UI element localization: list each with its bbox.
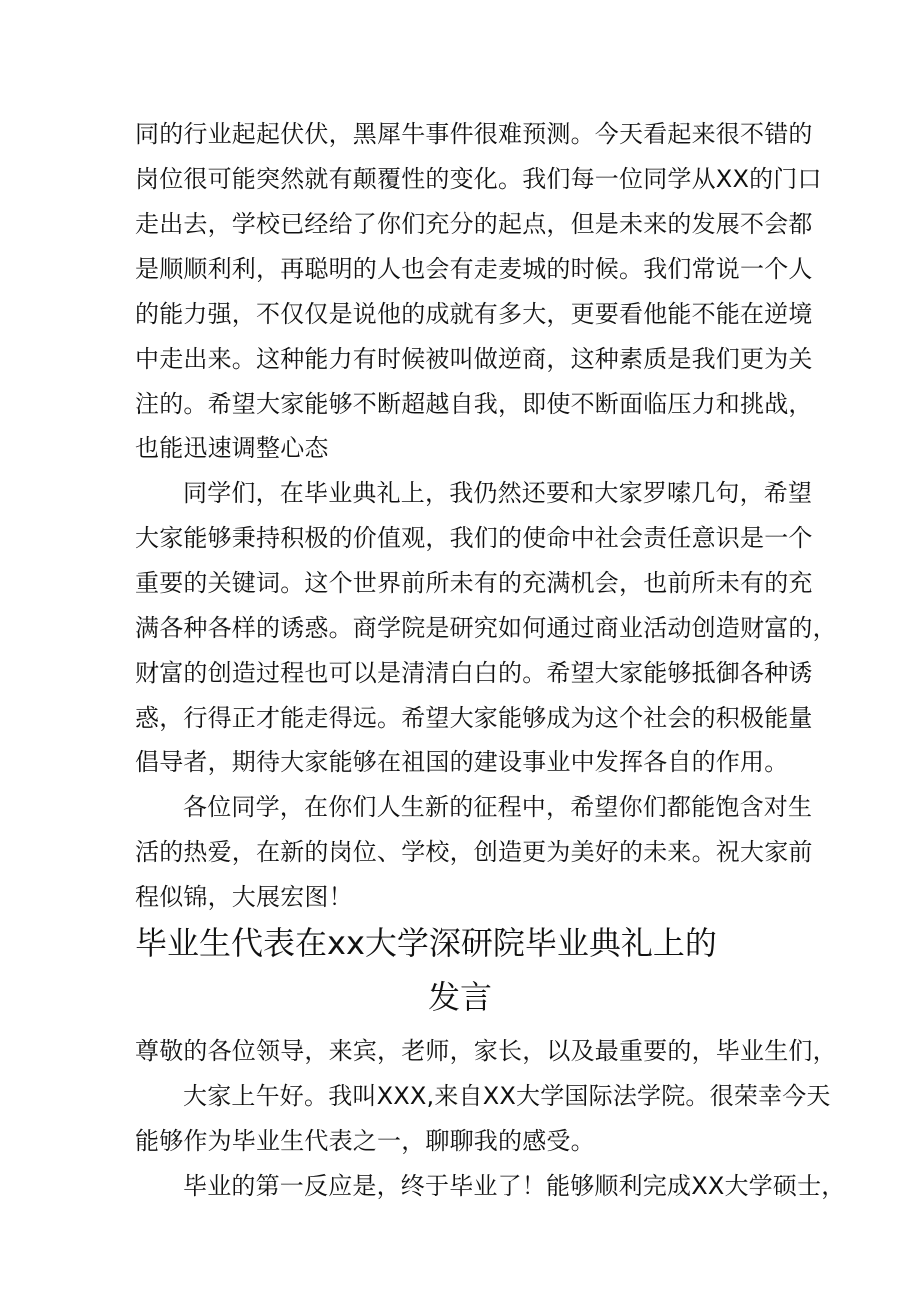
body-line: 能够作为毕业生代表之一，聊聊我的感受。: [135, 1127, 595, 1155]
body-line: 活的热爱，在新的岗位、学校，创造更为美好的未来。祝大家前: [135, 838, 813, 866]
body-line: 满各种各样的诱惑。商学院是研究如何通过商业活动创造财富的，: [135, 614, 837, 642]
body-line: 是顺顺利利，再聪明的人也会有走麦城的时候。我们常说一个人: [135, 255, 813, 283]
paragraph-first-line: 毕业的第一反应是，终于毕业了！能够顺利完成XX大学硕士，: [183, 1172, 846, 1200]
body-line: 惑，行得正才能走得远。希望大家能够成为这个社会的积极能量: [135, 704, 813, 732]
body-line: 走出去，学校已经给了你们充分的起点，但是未来的发展不会都: [135, 210, 813, 238]
speech-title-continued: 发言: [428, 978, 493, 1016]
paragraph-first-line: 各位同学，在你们人生新的征程中，希望你们都能饱含对生: [183, 793, 813, 821]
body-line: 大家能够秉持积极的价值观，我们的使命中社会责任意识是一个: [135, 524, 813, 552]
body-line: 程似锦，大展宏图！: [135, 883, 353, 911]
body-line: 中走出来。这种能力有时候被叫做逆商，这种素质是我们更为关: [135, 345, 813, 373]
salutation: 尊敬的各位领导，来宾，老师，家长，以及最重要的，毕业生们，: [135, 1037, 837, 1065]
body-line: 注的。希望大家能够不断超越自我，即使不断面临压力和挑战，: [135, 390, 813, 418]
paragraph-first-line: 同学们，在毕业典礼上，我仍然还要和大家罗嗦几句，希望: [183, 479, 813, 507]
body-line: 也能迅速调整心态: [135, 434, 329, 462]
body-line: 的能力强，不仅仅是说他的成就有多大，更要看他能不能在逆境: [135, 300, 813, 328]
speech-title: 毕业生代表在xx大学深研院毕业典礼上的: [135, 924, 717, 962]
body-line: 倡导者，期待大家能够在祖国的建设事业中发挥各自的作用。: [135, 748, 789, 776]
body-line: 重要的关键词。这个世界前所未有的充满机会，也前所未有的充: [135, 569, 813, 597]
paragraph-first-line: 大家上午好。我叫XXX,来自XX大学国际法学院。很荣幸今天: [183, 1082, 831, 1110]
body-line: 岗位很可能突然就有颠覆性的变化。我们每一位同学从XX的门口: [135, 165, 822, 193]
body-line: 同的行业起起伏伏，黑犀牛事件很难预测。今天看起来很不错的: [135, 120, 813, 148]
body-line: 财富的创造过程也可以是清清白白的。希望大家能够抵御各种诱: [135, 659, 813, 687]
